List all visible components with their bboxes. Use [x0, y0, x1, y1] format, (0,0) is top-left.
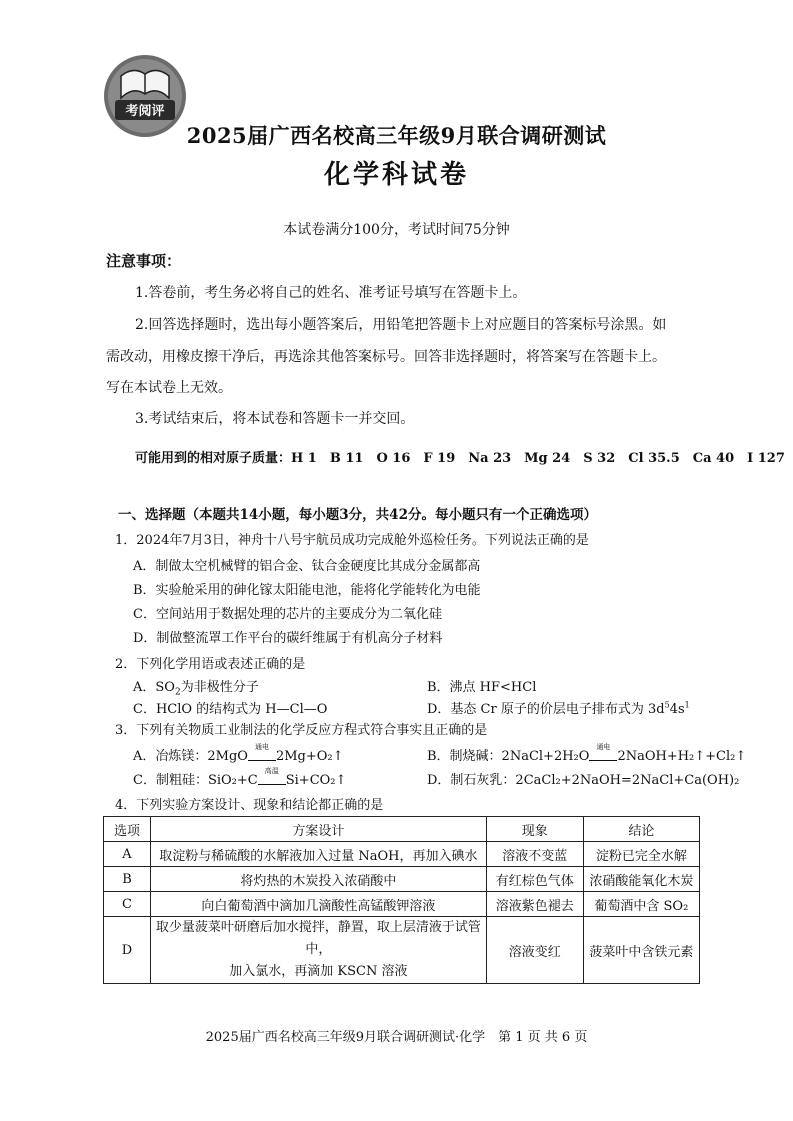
q1-option-a: A．制做太空机械臂的铝合金、钛合金硬度比其成分金属都高 — [133, 559, 481, 574]
table-cell: 溶液不变蓝 — [486, 842, 583, 867]
q1-option-d: D．制做整流罩工作平台的碳纤维属于有机高分子材料 — [133, 631, 443, 646]
table-row — [104, 917, 700, 984]
note-item-3: 3.考试结束后，将本试卷和答题卡一并交回。 — [135, 411, 415, 427]
table-header-cell: 结论 — [583, 817, 699, 842]
table-cell: C — [104, 892, 151, 917]
q2-option-a: A．$SO_2$为非极性分子 — [133, 680, 259, 698]
q3-stem: 3．下列有关物质工业制法的化学反应方程式符合事实且正确的是 — [115, 723, 488, 738]
table-cell: 淀粉已完全水解 — [583, 842, 699, 867]
exam-title: 2025届广西名校高三年级9月联合调研测试 — [186, 123, 607, 148]
q2-option-c: C．HClO 的结构式为 H—Cl—O — [133, 702, 328, 717]
q3-option-d: D．制石灰乳：2CaCl₂+2NaOH=2NaCl+Ca(OH)₂ — [427, 773, 740, 788]
table-cell: D — [104, 917, 151, 984]
table-cell: B — [104, 867, 151, 892]
q3-option-b: B．制烧碱：2NaCl+2H₂O 通电 2NaOH+H₂↑+Cl₂↑ — [427, 743, 747, 764]
q2-option-b: B．沸点 HF<HCl — [427, 680, 537, 695]
q3-option-a: A．冶炼镁：2MgO 通电 2Mg+O₂↑ — [133, 743, 344, 764]
logo-text: 考阅评 — [125, 104, 165, 119]
table-cell: 葡萄酒中含 SO₂ — [583, 892, 699, 917]
q3-option-c: C．制粗硅：SiO₂+C 高温 Si+CO₂↑ — [133, 767, 347, 788]
table-cell: 有红棕色气体 — [486, 867, 583, 892]
table-cell-line: 加入氯水，再滴加 KSCN 溶液 — [229, 964, 408, 979]
note-item-2: 2.回答选择题时，选出每小题答案后，用铅笔把答题卡上对应题目的答案标号涂黑。如 — [135, 317, 667, 333]
table-header-cell: 选项 — [104, 817, 151, 842]
table-cell: 溶液变红 — [486, 917, 583, 984]
notes-heading: 注意事项： — [106, 252, 182, 270]
table-header-row — [104, 817, 700, 842]
table-cell: 取淀粉与稀硫酸的水解液加入过量 NaOH，再加入碘水 — [150, 842, 486, 867]
table-header-cell: 方案设计 — [150, 817, 486, 842]
q4-stem: 4．下列实验方案设计、现象和结论都正确的是 — [115, 798, 384, 813]
atomic-masses: 可能用到的相对原子质量：H 1 B 11 O 16 F 19 Na 23 Mg 24 S 32 Cl 35.5 Ca 40 I 127 — [135, 451, 785, 466]
page-footer: 2025届广西名校高三年级9月联合调研测试·化学 第 1 页 共 6 页 — [205, 1030, 588, 1045]
table-cell: 将灼热的木炭投入浓硝酸中 — [150, 867, 486, 892]
note-item-2-cont: 需改动，用橡皮擦干净后，再选涂其他答案标号。回答非选择题时，将答案写在答题卡上。 — [106, 349, 666, 365]
note-item-1: 1.答卷前，考生务必将自己的姓名、准考证号填写在答题卡上。 — [135, 285, 527, 301]
table-row — [104, 842, 700, 867]
table-cell: 溶液紫色褪去 — [486, 892, 583, 917]
table-row — [104, 892, 700, 917]
exam-info: 本试卷满分100分，考试时间75分钟 — [283, 222, 510, 238]
subject-title: 化学科试卷 — [323, 160, 469, 190]
table-cell: 向白葡萄酒中滴加几滴酸性高锰酸钾溶液 — [150, 892, 486, 917]
q1-option-b: B．实验舱采用的砷化镓太阳能电池，能将化学能转化为电能 — [133, 583, 481, 598]
table-cell: A — [104, 842, 151, 867]
section-heading: 一、选择题（本题共14小题，每小题3分，共42分。每小题只有一个正确选项） — [118, 507, 597, 523]
note-item-2-cont2: 写在本试卷上无效。 — [106, 380, 232, 396]
q4-table — [103, 816, 700, 984]
q1-stem: 1．2024年7月3日，神舟十八号宇航员成功完成舱外巡检任务。下列说法正确的是 — [115, 533, 589, 548]
q1-option-c: C．空间站用于数据处理的芯片的主要成分为二氧化硅 — [133, 607, 442, 622]
table-header-cell: 现象 — [486, 817, 583, 842]
q2-stem: 2．下列化学用语或表述正确的是 — [115, 657, 306, 672]
table-cell-line: 取少量菠菜叶研磨后加水搅拌，静置，取上层清液于试管中， — [155, 920, 481, 957]
table-row — [104, 867, 700, 892]
table-cell: 浓硝酸能氧化木炭 — [583, 867, 699, 892]
q2-option-d: D．基态 Cr 原子的价层电子排布式为 $3d^54s^1$ — [427, 700, 690, 717]
table-cell — [150, 917, 486, 984]
table-cell: 菠菜叶中含铁元素 — [583, 917, 699, 984]
